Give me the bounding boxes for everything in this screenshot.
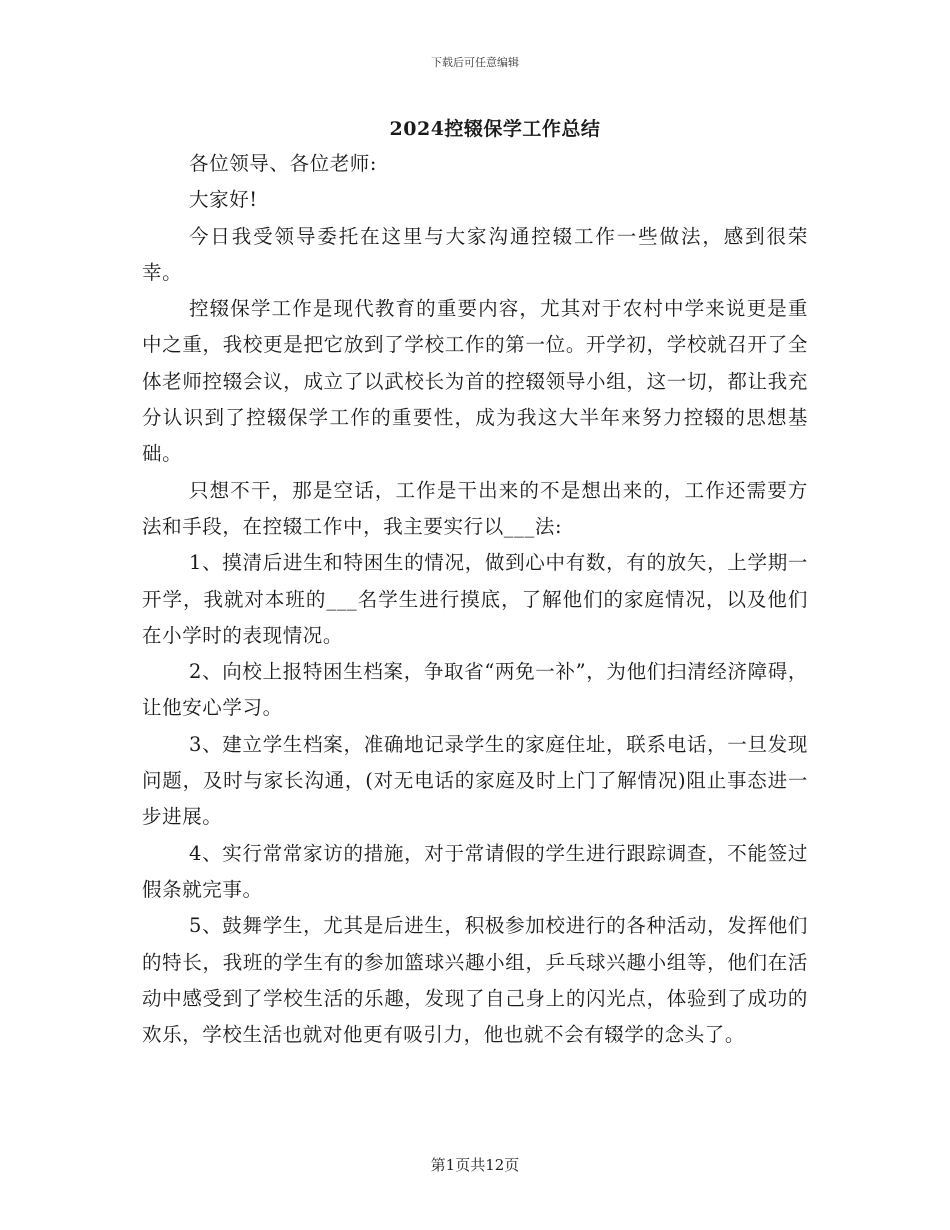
paragraph-method-2: 2、向校上报特困生档案，争取省“两免一补”，为他们扫清经济障碍，让他安心学习。 [142,660,808,720]
paragraph-greeting-all: 大家好! [189,188,258,212]
paragraph-intro: 今日我受领导委托在这里与大家沟通控辍工作一些做法，感到很荣幸。 [142,224,808,284]
document-title: 2024控辍保学工作总结 [389,118,601,140]
document-body [142,146,808,1053]
paragraph-methods-intro: 只想不干，那是空话，工作是干出来的不是想出来的，工作还需要方法和手段，在控辍工作中，我主要实行以___法: [142,478,808,538]
paragraph-method-1: 1、摸清后进生和特困生的情况，做到心中有数，有的放矢，上学期一开学，我就对本班的___名学生进行摸底，了解他们的家庭情况，以及他们在小学时的表现情况。 [142,551,808,647]
paragraph-importance: 控辍保学工作是现代教育的重要内容，尤其对于农村中学来说更是重中之重，我校更是把它放到了学校工作的第一位。开学初，学校就召开了全体老师控辍会议，成立了以武校长为首的控辍领导小组，这一切，都让我充分认识到了控辍保学工作的重要性，成为我这大半年来努力控辍的思想基础。 [142,297,808,466]
paragraph-method-3: 3、建立学生档案，准确地记录学生的家庭住址，联系电话，一旦发现问题，及时与家长沟通，(对无电话的家庭及时上门了解情况)阻止事态进一步进展。 [142,732,808,829]
header-note: 下载后可任意编辑 [431,56,519,69]
paragraph-greeting-leaders: 各位领导、各位老师: [189,152,378,175]
paragraph-method-5: 5、鼓舞学生，尤其是后进生，积极参加校进行的各种活动，发挥他们的特长，我班的学生有的参加篮球兴趣小组，乒乓球兴趣小组等，他们在活动中感受到了学校生活的乐趣，发现了自己身上的闪光点，体验到了成功的欢乐，学校生活也就对他更有吸引力，他也就不会有辍学的念头了。 [142,914,808,1047]
page-number: 第1页共12页 [430,1156,520,1174]
paragraph-method-4: 4、实行常常家访的措施，对于常请假的学生进行跟踪调查，不能签过假条就完事。 [142,841,808,901]
